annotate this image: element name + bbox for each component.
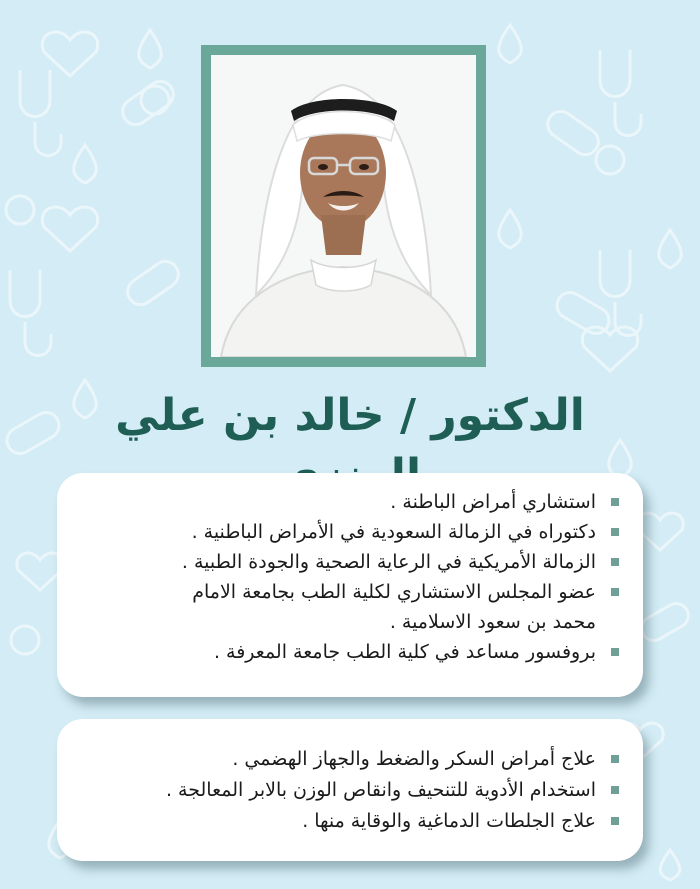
list-item: [81, 487, 623, 517]
capsule-icon: [543, 106, 604, 159]
list-item: [81, 744, 623, 775]
list-item-text: دكتوراه في الزمالة السعودية في الأمراض الباطنية .: [191, 521, 596, 543]
bullet-icon: [611, 786, 619, 794]
bullet-icon: [611, 648, 619, 656]
doctor-portrait: [211, 55, 476, 357]
stethoscope-icon: [600, 250, 641, 336]
list-item-text: الزمالة الأمريكية في الرعاية الصحية والجودة الطبية .: [181, 551, 596, 573]
heart-icon: [42, 207, 97, 251]
pill-icon: [596, 146, 624, 174]
list-item: [81, 637, 623, 667]
list-item-text: محمد بن سعود الاسلامية .: [389, 611, 596, 633]
qualifications-list: [81, 487, 623, 667]
bullet-icon: [611, 558, 619, 566]
list-item-text: بروفسور مساعد في كلية الطب جامعة المعرفة .: [213, 641, 596, 663]
list-item: [81, 577, 623, 607]
pill-icon: [141, 86, 169, 114]
list-item: [81, 775, 623, 806]
heart-icon: [637, 513, 683, 550]
stethoscope-icon: [20, 70, 61, 156]
stethoscope-icon: [10, 270, 51, 356]
pill-icon: [11, 626, 39, 654]
drop-icon: [499, 25, 522, 63]
capsule-icon: [2, 408, 63, 459]
capsule-icon: [637, 599, 692, 645]
drop-icon: [499, 210, 522, 248]
doctor-photo: [201, 45, 486, 367]
list-item: [81, 806, 623, 837]
list-item-text: استشاري أمراض الباطنة .: [390, 491, 596, 513]
list-item: [81, 517, 623, 547]
heart-icon: [42, 32, 97, 76]
list-item: [81, 547, 623, 577]
drop-icon: [659, 230, 682, 268]
drop-icon: [660, 850, 680, 880]
list-item-text: استخدام الأدوية للتنحيف وانقاص الوزن بالابر المعالجة .: [165, 779, 596, 801]
bullet-icon: [611, 755, 619, 763]
drop-icon: [139, 30, 162, 68]
bullet-icon: [611, 528, 619, 536]
list-item-text: عضو المجلس الاستشاري لكلية الطب بجامعة الامام: [192, 581, 596, 603]
list-item-text: علاج الجلطات الدماغية والوقاية منها .: [302, 810, 596, 832]
list-item-continuation: [81, 607, 623, 637]
doctor-name: الدكتور / خالد بن علي: [115, 390, 585, 441]
capsule-icon: [123, 256, 184, 309]
bullet-icon: [611, 498, 619, 506]
bullet-icon: [611, 817, 619, 825]
stethoscope-icon: [600, 50, 641, 136]
pill-icon: [6, 196, 34, 224]
qualifications-card: [57, 473, 643, 697]
list-item-text: علاج أمراض السكر والضغط والجهاز الهضمي .: [232, 748, 596, 770]
services-card: [57, 719, 643, 861]
drop-icon: [74, 145, 97, 183]
capsule-icon: [552, 288, 613, 339]
bullet-icon: [611, 588, 619, 596]
services-list: [81, 744, 623, 837]
